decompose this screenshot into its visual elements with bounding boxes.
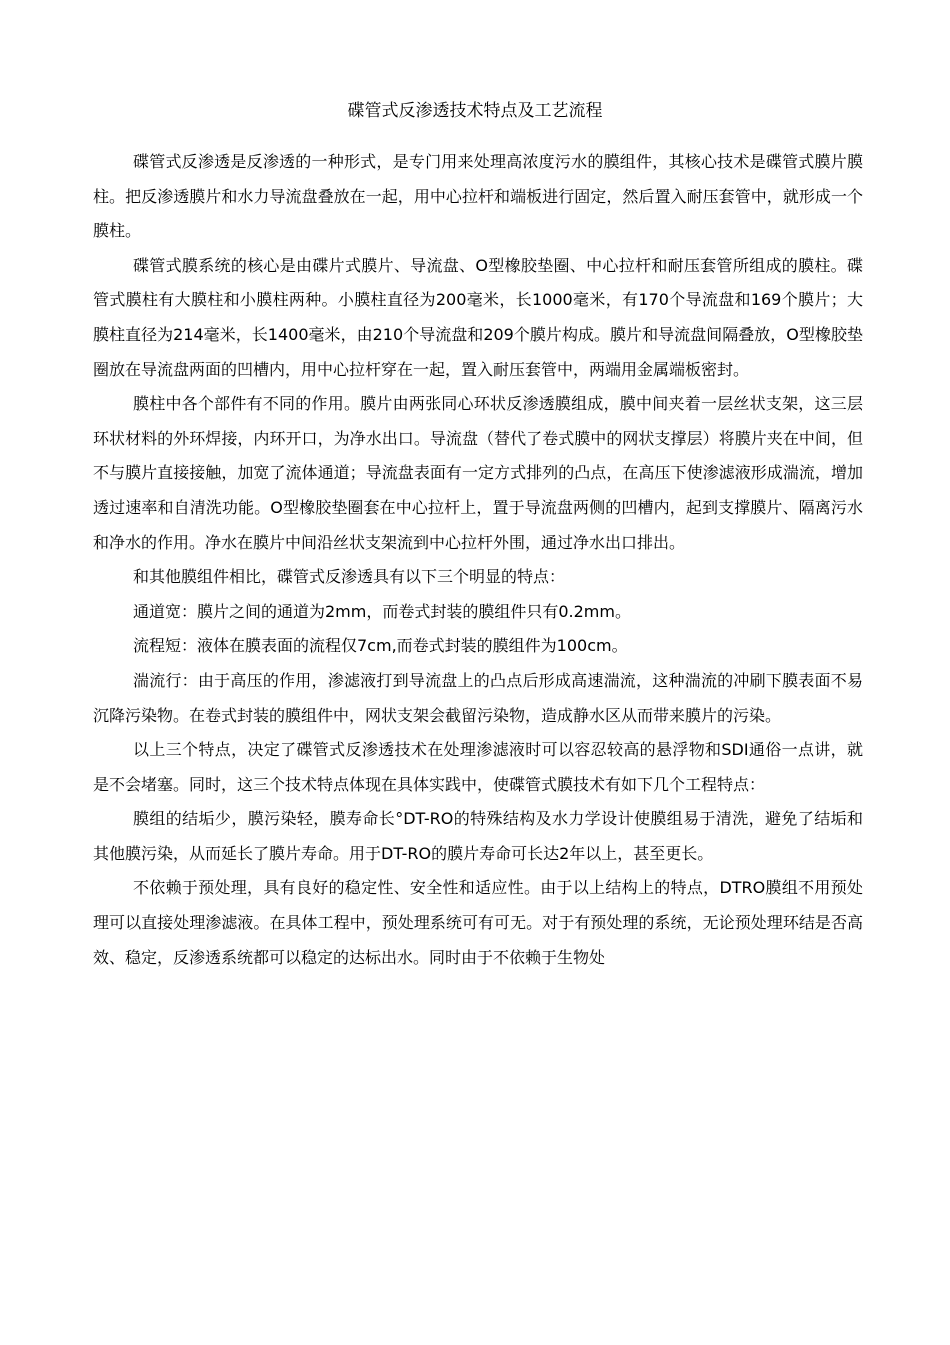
document-title: 碟管式反渗透技术特点及工艺流程: [347, 101, 603, 121]
paragraph-feature-short-path: 流程短：液体在膜表面的流程仅7cm,而卷式封装的膜组件为100cm。: [133, 636, 628, 656]
paragraph-feature-turbulence: 湍流行：由于高压的作用，渗滤液打到导流盘上的凸点后形成高速湍流，这种湍流的冲刷下膜表面不易沉降污染物。在卷式封装的膜组件中，网状支架会截留污染物，造成静水区从而带来膜片的污染。: [93, 670, 863, 725]
paragraph-core-components: 碟管式膜系统的核心是由碟片式膜片、导流盘、O型橡胶垫圈、中心拉杆和耐压套管所组成的膜柱。碟管式膜柱有大膜柱和小膜柱两种。小膜柱直径为200毫米，长1000毫米，有170个导流盘和169个膜片；大膜柱直径为214毫米，长1400毫米，由210个导流盘和209个膜片构成。膜片和导流盘间隔叠放，O型橡胶垫圈放在导流盘两面的凹槽内，用中心拉杆穿在一起，置入耐压套管中，两端用金属端板密封。: [93, 255, 863, 379]
paragraph-engineering-intro: 以上三个特点，决定了碟管式反渗透技术在处理渗滤液时可以容忍较高的悬浮物和SDI通俗一点讲，就是不会堵塞。同时，这三个技术特点体现在具体实践中，使碟管式膜技术有如下几个工程特点：: [93, 740, 863, 794]
paragraph-low-fouling: 膜组的结垢少，膜污染轻，膜寿命长°DT-RO的特殊结构及水力学设计使膜组易于清洗，避免了结垢和其他膜污染，从而延长了膜片寿命。用于DT-RO的膜片寿命可长达2年以上，甚至更长。: [93, 809, 863, 863]
paragraph-component-functions: 膜柱中各个部件有不同的作用。膜片由两张同心环状反渗透膜组成，膜中间夹着一层丝状支架，这三层环状材料的外环焊接，内环开口，为净水出口。导流盘（替代了卷式膜中的网状支撑层）将膜片夹在中间，但不与膜片直接接触，加宽了流体通道；导流盘表面有一定方式排列的凸点，在高压下使渗滤液形成湍流，增加透过速率和自清洗功能。O型橡胶垫圈套在中心拉杆上，置于导流盘两侧的凹槽内，起到支撑膜片、隔离污水和净水的作用。净水在膜片中间沿丝状支架流到中心拉杆外围，通过净水出口排出。: [93, 394, 863, 552]
paragraph-no-pretreatment: 不依赖于预处理，具有良好的稳定性、安全性和适应性。由于以上结构上的特点，DTRO膜组不用预处理可以直接处理渗滤液。在具体工程中，预处理系统可有可无。对于有预处理的系统，无论预处理环结是否高效、稳定，反渗透系统都可以稳定的达标出水。同时由于不依赖于生物处: [93, 878, 863, 967]
paragraph-feature-wide-channel: 通道宽：膜片之间的通道为2mm，而卷式封装的膜组件只有0.2mm。: [133, 601, 631, 621]
paragraph-intro: 碟管式反渗透是反渗透的一种形式，是专门用来处理高浓度污水的膜组件，其核心技术是碟管式膜片膜柱。把反渗透膜片和水力导流盘叠放在一起，用中心拉杆和端板进行固定，然后置入耐压套管中，就形成一个膜柱。: [93, 152, 863, 241]
paragraph-features-intro: 和其他膜组件相比，碟管式反渗透具有以下三个明显的特点：: [133, 567, 566, 587]
document-body: [93, 145, 863, 975]
